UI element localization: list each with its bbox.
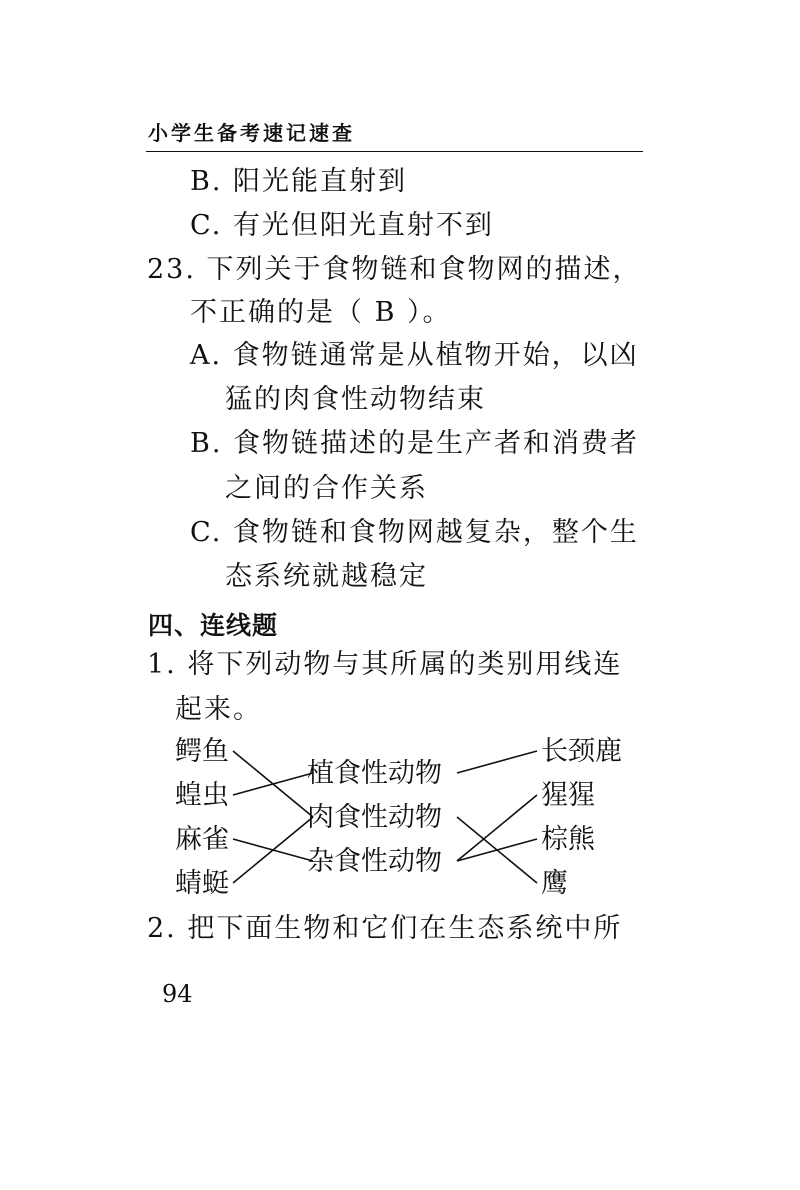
q1-stem-line-2: 起来。 bbox=[175, 694, 262, 725]
right-animal-label: 长颈鹿 bbox=[541, 736, 622, 767]
q23-option-c-line-1: C. 食物链和食物网越复杂，整个生 bbox=[190, 517, 639, 548]
q23-option-b-line-1: B. 食物链描述的是生产者和消费者 bbox=[190, 428, 640, 459]
match-connector-line bbox=[457, 751, 537, 773]
q23-option-a-line-1: A. 食物链通常是从植物开始，以凶 bbox=[190, 340, 639, 371]
right-animal-label: 鹰 bbox=[541, 868, 568, 899]
left-animal-label: 蜻蜓 bbox=[175, 868, 229, 899]
q1-stem-line-1: 1. 将下列动物与其所属的类别用线连 bbox=[147, 649, 623, 680]
section-title: 四、连线题 bbox=[148, 611, 279, 640]
q23-option-a-line-2: 猛的肉食性动物结束 bbox=[225, 384, 486, 415]
category-label: 杂食性动物 bbox=[307, 846, 442, 877]
match-connector-line bbox=[233, 817, 313, 883]
right-animal-label: 棕熊 bbox=[541, 824, 595, 855]
q23-stem-line-2: 不正确的是（ B ）。 bbox=[190, 297, 452, 328]
match-connector-line bbox=[457, 795, 537, 861]
left-animal-label: 麻雀 bbox=[175, 824, 229, 855]
q23-option-b-line-2: 之间的合作关系 bbox=[225, 473, 428, 504]
category-label: 植食性动物 bbox=[307, 758, 442, 789]
q23-stem-line-1: 23. 下列关于食物链和食物网的描述， bbox=[147, 254, 642, 285]
q2-stem-line-1: 2. 把下面生物和它们在生态系统中所 bbox=[147, 913, 623, 944]
running-header: 小学生备考速记速查 bbox=[148, 121, 355, 145]
q22-option-b: B. 阳光能直射到 bbox=[190, 166, 408, 197]
right-animal-label: 猩猩 bbox=[541, 780, 595, 811]
q23-option-c-line-2: 态系统就越稳定 bbox=[225, 561, 428, 592]
left-animal-label: 蝗虫 bbox=[175, 780, 229, 811]
match-connector-line bbox=[233, 773, 313, 795]
match-connector-line bbox=[457, 839, 537, 861]
page-number: 94 bbox=[162, 980, 193, 1008]
left-animal-label: 鳄鱼 bbox=[175, 736, 229, 767]
q22-option-c: C. 有光但阳光直射不到 bbox=[190, 210, 494, 241]
category-label: 肉食性动物 bbox=[307, 802, 442, 833]
